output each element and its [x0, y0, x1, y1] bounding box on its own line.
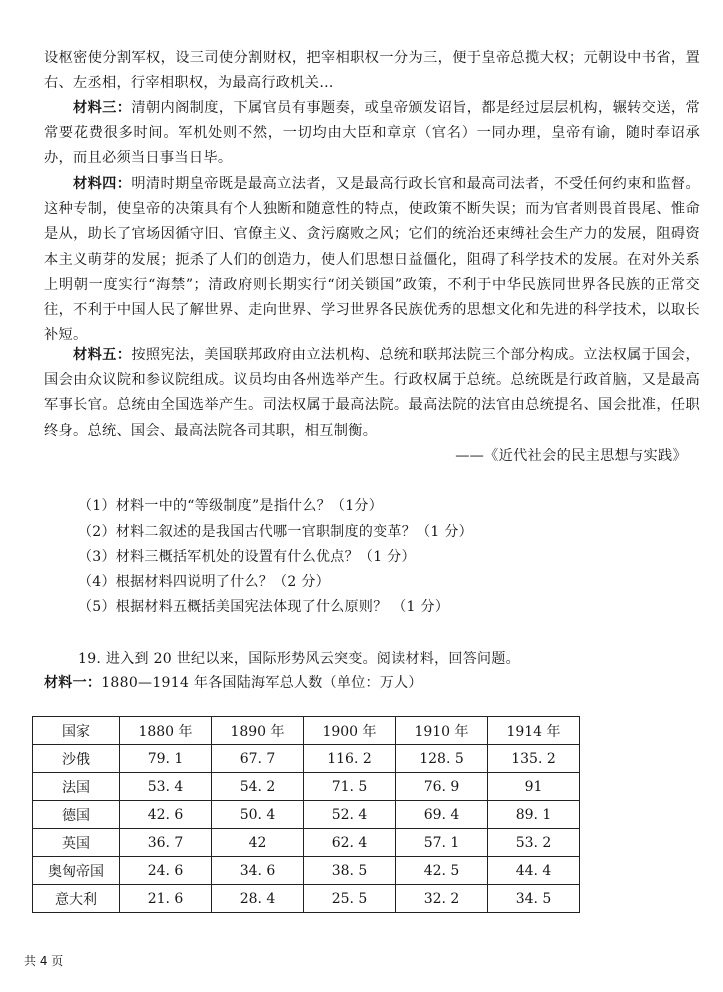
value-cell: 53. 4: [120, 773, 212, 801]
question-3: （3）材料三概括军机处的设置有什么优点？（1 分）: [78, 549, 416, 565]
question-1: （1）材料一中的“等级制度”是指什么？（1分）: [78, 498, 384, 514]
value-cell: 52. 4: [304, 801, 396, 829]
value-cell: 24. 6: [120, 857, 212, 885]
table-row: [33, 857, 580, 885]
value-cell: 53. 2: [488, 829, 580, 857]
material-2-continuation: 设枢密使分割军权，设三司使分割财权，把宰相职权一分为三，便于皇帝总揽大权；元朝设中书省，置右、左丞相，行宰相职权，为最高行政机关…: [44, 50, 700, 92]
material-4-text: 明清时期皇帝既是最高立法者，又是最高行政长官和最高司法者，不受任何约束和监督。这种专制，使皇帝的决策具有个人独断和随意性的特点，使政策不断失误；而为官者则畏首畏尾、惟命是从，助长了官场因循守旧、官僚主义、贪污腐败之风；它们的统治还束缚社会生产力的发展，阻碍资本主义萌芽的发展；扼杀了人们的创造力，使人们思想日益僵化，阻碍了科学技术的发展。在对外关系上明朝一度实行“海禁”；清政府则长期实行“闭关锁国”政策，不利于中华民族同世界各民族的正常交往，不利于中国人民了解世界、走向世界、学习世界各民族优秀的思想文化和先进的科学技术，以取长补短。: [44, 176, 701, 344]
value-cell: 54. 2: [212, 773, 304, 801]
value-cell: 42: [212, 829, 304, 857]
table-row: [33, 745, 580, 773]
value-cell: 135. 2: [488, 745, 580, 773]
table-row: [33, 773, 580, 801]
table-row: [33, 829, 580, 857]
material-3-heading: 材料三：: [73, 100, 132, 116]
country-cell: 英国: [33, 829, 120, 857]
value-cell: 91: [488, 773, 580, 801]
value-cell: 89. 1: [488, 801, 580, 829]
header-cell: 1914 年: [488, 717, 580, 745]
header-cell: 1880 年: [120, 717, 212, 745]
value-cell: 28. 4: [212, 885, 304, 913]
question-19: 19. 进入到 20 世纪以来，国际形势风云突变。阅读材料，回答问题。: [78, 651, 520, 667]
table-header-row: [33, 717, 580, 745]
table-row: [33, 801, 580, 829]
value-cell: 62. 4: [304, 829, 396, 857]
material-5-heading: 材料五：: [73, 347, 132, 363]
country-cell: 法国: [33, 773, 120, 801]
value-cell: 128. 5: [396, 745, 488, 773]
material-3: [44, 96, 700, 172]
country-cell: 沙俄: [33, 745, 120, 773]
table-row: [33, 885, 580, 913]
value-cell: 42. 6: [120, 801, 212, 829]
value-cell: 38. 5: [304, 857, 396, 885]
material-5: [44, 343, 700, 444]
header-cell: 1910 年: [396, 717, 488, 745]
question-4: （4）根据材料四说明了什么？（2 分）: [78, 574, 330, 590]
question-2: （2）材料二叙述的是我国古代哪一官职制度的变革？（1 分）: [78, 524, 473, 540]
value-cell: 116. 2: [304, 745, 396, 773]
country-cell: 德国: [33, 801, 120, 829]
material-4: [44, 172, 700, 348]
value-cell: 67. 7: [212, 745, 304, 773]
material-5-text: 按照宪法，美国联邦政府由立法机构、总统和联邦法院三个部分构成。立法权属于国会，国会由众议院和参议院组成。议员均由各州选举产生。行政权属于总统。总统既是行政首脑，又是最高军事长官。总统由全国选举产生。司法权属于最高法院。最高法院的法官由总统提名、国会批准，任职终身。总统、国会、最高法院各司其职，相互制衡。: [44, 347, 701, 439]
material-4-heading: 材料四：: [73, 176, 132, 192]
value-cell: 21. 6: [120, 885, 212, 913]
value-cell: 50. 4: [212, 801, 304, 829]
army-size-table: [32, 716, 580, 913]
material-1-caption: [44, 672, 423, 692]
value-cell: 25. 5: [304, 885, 396, 913]
value-cell: 36. 7: [120, 829, 212, 857]
header-cell: 国家: [33, 717, 120, 745]
value-cell: 34. 6: [212, 857, 304, 885]
material-1-text: 1880—1914 年各国陆海军总人数（单位：万人）: [101, 675, 423, 691]
country-cell: 意大利: [33, 885, 120, 913]
header-cell: 1900 年: [304, 717, 396, 745]
value-cell: 44. 4: [488, 857, 580, 885]
page-count-footer: 共 4 页: [24, 954, 64, 968]
value-cell: 79. 1: [120, 745, 212, 773]
question-5: （5）根据材料五概括美国宪法体现了什么原则？ （1 分）: [78, 599, 450, 615]
value-cell: 34. 5: [488, 885, 580, 913]
citation: ——《近代社会的民主思想与实践》: [455, 448, 687, 464]
value-cell: 76. 9: [396, 773, 488, 801]
value-cell: 69. 4: [396, 801, 488, 829]
header-cell: 1890 年: [212, 717, 304, 745]
value-cell: 42. 5: [396, 857, 488, 885]
country-cell: 奥匈帝国: [33, 857, 120, 885]
value-cell: 32. 2: [396, 885, 488, 913]
material-3-text: 清朝内阁制度，下属官员有事题奏，或皇帝颁发诏旨，都是经过层层机构，辗转交送，常常要花费很多时间。军机处则不然，一切均由大臣和章京（官名）一同办理，皇帝有谕，随时奉诏承办，而且必须当日事当日毕。: [44, 100, 701, 167]
value-cell: 57. 1: [396, 829, 488, 857]
material-1-heading: 材料一：: [44, 675, 102, 691]
value-cell: 71. 5: [304, 773, 396, 801]
